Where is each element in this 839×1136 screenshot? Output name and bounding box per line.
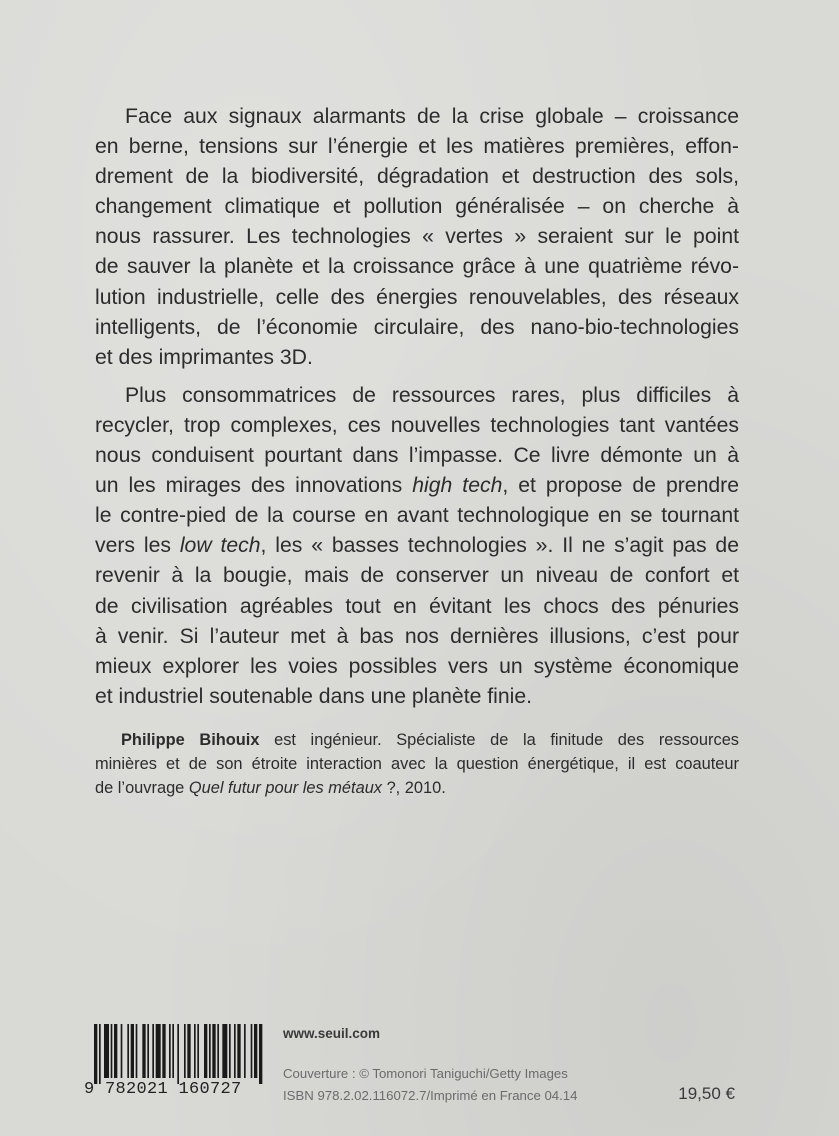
barcode-bar: [152, 1024, 154, 1078]
blurb-line: intelligents, de l’économie circulaire, des nano-bio-technologies: [95, 315, 739, 339]
barcode-bar: [184, 1024, 186, 1078]
barcode-bar: [127, 1024, 129, 1078]
blurb-text: vers les: [95, 534, 180, 558]
barcode-bar: [136, 1024, 138, 1078]
barcode-bar: [244, 1024, 246, 1078]
blurb-line: de sauver la planète et la croissance grâce à une quatrième révo-: [95, 255, 739, 279]
barcode-bar: [147, 1024, 149, 1078]
barcode-bar: [209, 1024, 211, 1078]
barcode-bar: [114, 1024, 117, 1078]
barcode-bar: [162, 1024, 165, 1078]
publisher-website: www.seuil.com: [283, 1026, 381, 1041]
back-cover-blurb: [95, 102, 739, 712]
blurb-line: nous conduisent pourtant dans l’impasse. Ce livre démonte un à: [95, 444, 739, 468]
barcode-bar: [217, 1024, 219, 1078]
barcode-bar: [142, 1024, 145, 1078]
barcode-bar: [229, 1024, 231, 1078]
book-title: Quel futur pour les métaux: [188, 779, 383, 797]
isbn-line: ISBN 978.2.02.116072.7/Imprimé en France 04.14: [283, 1088, 578, 1103]
blurb-line: le contre-pied de la course en avant technologique en se tournant: [95, 504, 739, 528]
blurb-line: et des imprimantes 3D.: [95, 345, 313, 369]
blurb-line: en berne, tensions sur l’énergie et les matières premières, effon-: [95, 135, 739, 159]
bio-text: de l’ouvrage: [95, 779, 189, 797]
barcode-bar: [131, 1024, 134, 1078]
barcode-bar: [104, 1024, 109, 1078]
blurb-paragraph-1: [95, 102, 739, 373]
blurb-line: de civilisation agréables tout en évitant les chocs des pénuries: [95, 594, 739, 618]
barcode-bar: [99, 1024, 101, 1084]
barcode-bar: [259, 1024, 262, 1084]
blurb-line: lution industrielle, celle des énergies renouvelables, des réseaux: [95, 285, 739, 309]
price: 19,50 €: [678, 1084, 735, 1103]
blurb-italic-high-tech: high tech: [412, 474, 503, 498]
barcode-bar: [172, 1024, 174, 1078]
blurb-line: Face aux signaux alarmants de la crise globale – croissance: [125, 105, 739, 128]
barcode-bar: [156, 1024, 161, 1078]
barcode-bar: [251, 1024, 253, 1078]
blurb-line: [95, 531, 739, 561]
barcode-bar: [237, 1024, 240, 1078]
barcode-digits: 9 782021 160727: [84, 1080, 242, 1099]
bio-text: ?, 2010.: [382, 779, 446, 797]
blurb-line: nous rassurer. Les technologies « vertes » seraient sur le point: [95, 225, 739, 249]
barcode-bar: [111, 1024, 113, 1078]
barcode-bars: [94, 1024, 264, 1084]
bio-line: [95, 728, 739, 752]
barcode-bar: [169, 1024, 171, 1078]
blurb-paragraph-2: [95, 381, 739, 712]
author-name: Philippe Bihouix: [121, 731, 260, 749]
bio-line: [95, 776, 739, 800]
blurb-text: , et propose de prendre: [502, 474, 739, 498]
blurb-text: , les « basses technologies ». Il ne s’agit pas de: [260, 534, 739, 558]
barcode-bar: [187, 1024, 190, 1078]
blurb-line: revenir à la bougie, mais de conserver un niveau de confort et: [95, 564, 739, 588]
bio-text: est ingénieur. Spécialiste de la finitude des ressources: [259, 731, 740, 749]
blurb-line: mieux explorer les voies possibles vers un système économique: [95, 654, 739, 678]
barcode-bar: [194, 1024, 196, 1078]
barcode-bar: [121, 1024, 123, 1078]
author-bio: [95, 728, 739, 800]
barcode-bar: [197, 1024, 199, 1078]
barcode-bar: [254, 1024, 257, 1078]
barcode-bar: [177, 1024, 179, 1084]
barcode-bar: [94, 1024, 97, 1084]
isbn-barcode: [84, 1024, 266, 1108]
barcode-bar: [204, 1024, 207, 1078]
barcode-bar: [234, 1024, 236, 1078]
barcode-bar: [212, 1024, 215, 1078]
barcode-bar: [222, 1024, 227, 1078]
blurb-line: recycler, trop complexes, ces nouvelles technologies tant vantées: [95, 413, 739, 437]
blurb-line: à venir. Si l’auteur met à bas nos dernières illusions, c’est pour: [95, 624, 739, 648]
blurb-line: [95, 471, 739, 501]
blurb-line: et industriel soutenable dans une planète finie.: [95, 684, 533, 708]
bio-line: minières et de son étroite interaction avec la question énergétique, il est coauteur: [95, 755, 739, 773]
blurb-line: Plus consommatrices de ressources rares, plus difficiles à: [125, 383, 739, 407]
blurb-line: changement climatique et pollution généralisée – on cherche à: [95, 195, 739, 219]
cover-credit: Couverture : © Tomonori Taniguchi/Getty Images: [283, 1066, 568, 1081]
blurb-italic-low-tech: low tech: [179, 534, 261, 558]
blurb-text: un les mirages des innovations: [95, 474, 413, 498]
blurb-line: drement de la biodiversité, dégradation et destruction des sols,: [95, 165, 739, 189]
